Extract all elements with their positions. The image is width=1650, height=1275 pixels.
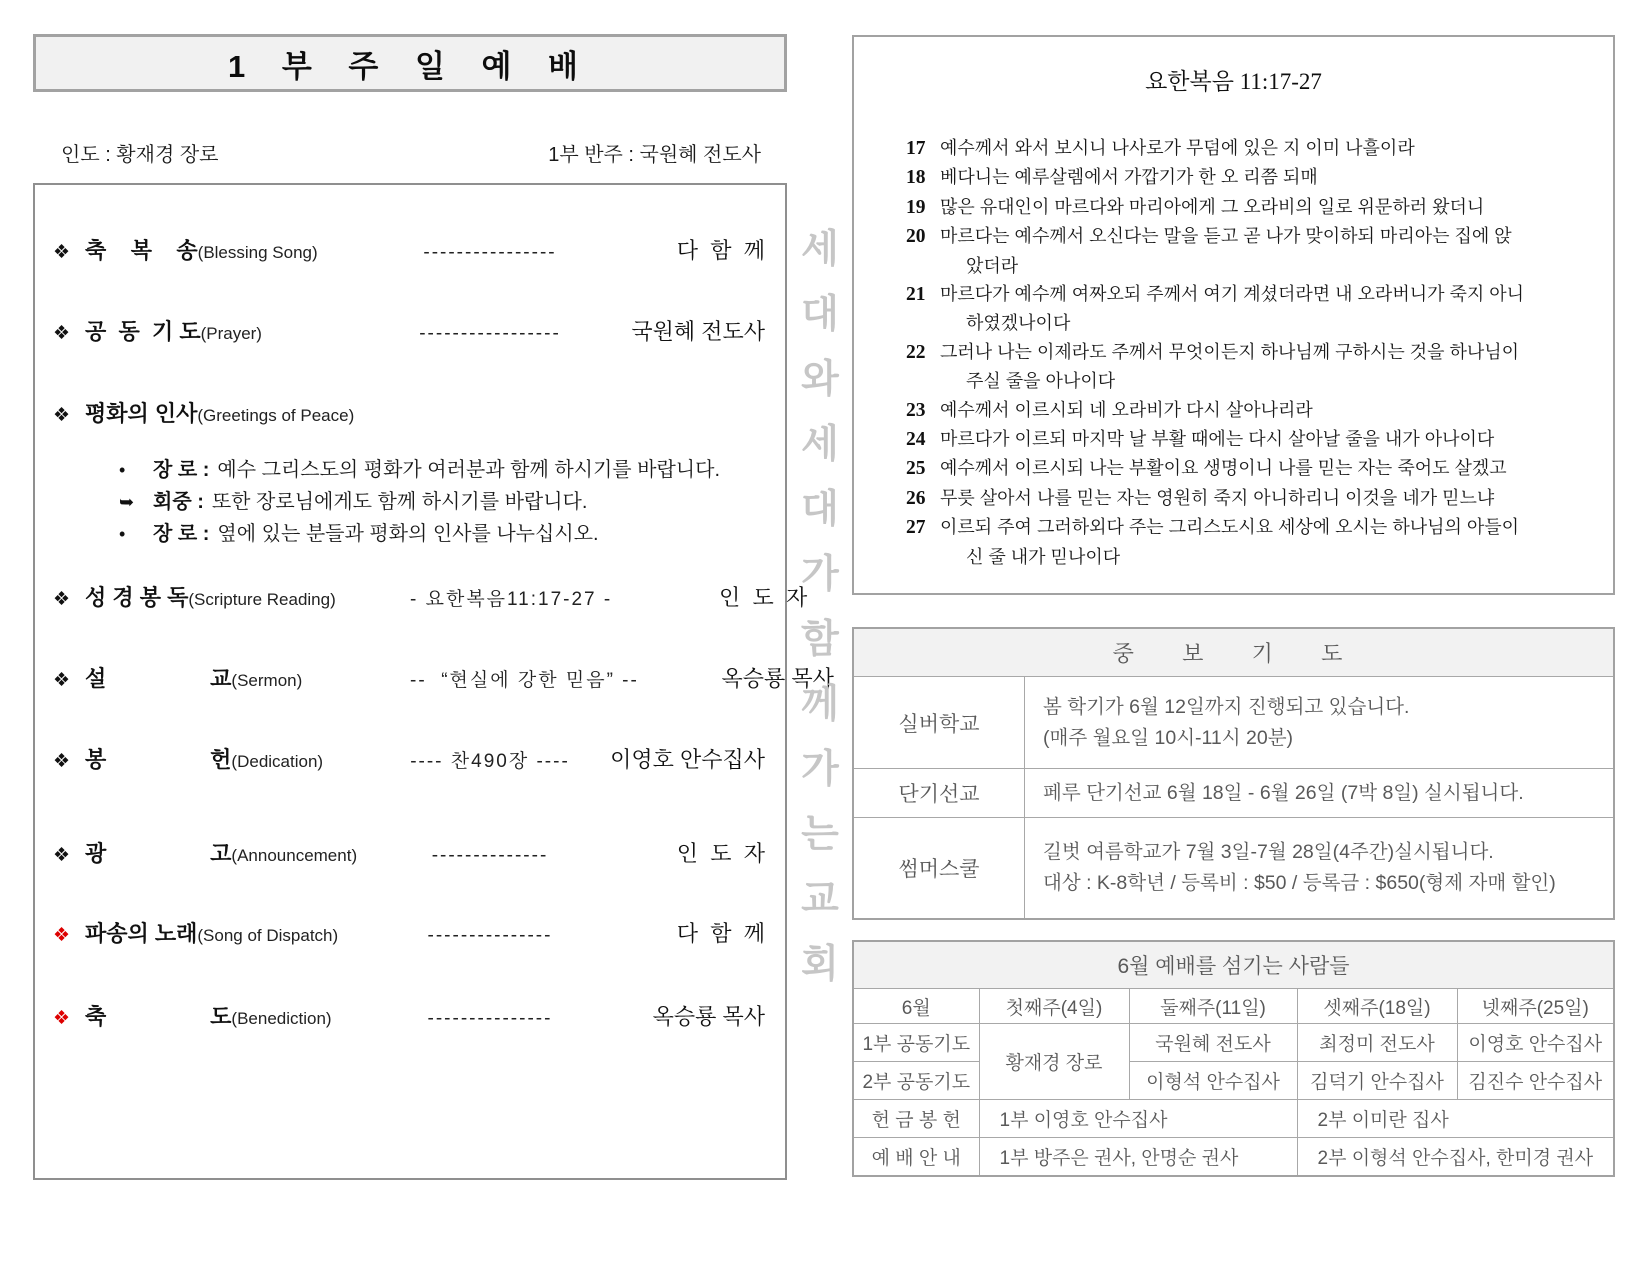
dot-icon: • — [119, 524, 126, 544]
verse-number: 19 — [906, 196, 926, 218]
verse-text: 이르되 주여 그러하외다 주는 그리스도시요 세상에 오시는 하나님의 아들이 — [940, 517, 1520, 538]
slogan-char: 세 — [801, 423, 839, 466]
prayer-row-label: 실버학교 — [854, 677, 1025, 768]
verse-text: 마르다가 예수께 여짜오되 주께서 여기 계셨더라면 내 오라버니가 죽지 아니 — [940, 284, 1525, 305]
verse-number: 23 — [906, 399, 926, 421]
order-item-prayer — [53, 318, 765, 349]
verse-number: 27 — [906, 517, 926, 539]
scripture-verses — [854, 134, 1613, 571]
verse-line — [906, 454, 1589, 483]
service-leader: 인도 : 황재경 장로 — [61, 144, 219, 166]
item-dashes: ----------------- — [419, 323, 561, 344]
slogan-char: 회 — [801, 943, 839, 986]
prayer-row-short-term-mission — [854, 769, 1613, 818]
diamond-icon-red: ❖ — [53, 925, 71, 946]
prayer-row-label: 썸머스쿨 — [854, 818, 1025, 918]
item-person: 인 도 자 — [676, 841, 765, 866]
verse-text: 마르다가 이르되 마지막 날 부활 때에는 다시 살아날 줄을 내가 아나이다 — [940, 429, 1495, 450]
peace-role: 회중 : — [153, 491, 204, 513]
verse-text: 그러나 나는 이제라도 주께서 무엇이든지 하나님께 구하시는 것을 하나님이 — [940, 341, 1520, 362]
col-header-week2: 둘째주(11일) — [1129, 989, 1297, 1024]
vertical-slogan — [795, 230, 845, 985]
prayer-row-label: 단기선교 — [854, 769, 1025, 817]
peace-line-elder-1 — [119, 457, 765, 483]
slogan-char: 는 — [801, 813, 839, 856]
intercessory-prayer-box — [852, 627, 1615, 920]
slogan-char: 대 — [801, 293, 839, 336]
col-header-week1: 첫째주(4일) — [979, 989, 1129, 1024]
verse-line — [906, 193, 1589, 222]
slogan-char: 께 — [801, 683, 839, 726]
cell-offering-1bu: 1부 이영호 안수집사 — [979, 1100, 1297, 1138]
verse-text: 주실 줄을 아나이다 — [966, 371, 1116, 392]
item-person: 국원혜 전도사 — [631, 319, 765, 344]
verse-line — [906, 396, 1589, 425]
prayer-row-text: 봄 학기가 6월 12일까지 진행되고 있습니다. — [1043, 695, 1410, 718]
prayer-row-text: (매주 월요일 10시-11시 20분) — [1043, 726, 1294, 749]
order-item-announcement — [53, 840, 765, 871]
item-sermon-title: -- “현실에 강한 믿음” -- — [410, 670, 639, 691]
servers-row-prayer-2 — [854, 1062, 1613, 1100]
scripture-title: 요한복음 11:17-27 — [1145, 69, 1322, 94]
item-title-en: (Sermon) — [231, 671, 303, 690]
item-person: 다 함 께 — [676, 238, 765, 263]
verse-text: 베다니는 예루살렘에서 가깝기가 한 오 리쯤 되매 — [940, 167, 1318, 188]
slogan-char: 함 — [801, 618, 839, 661]
cell-merged-elder: 황재경 장로 — [979, 1024, 1129, 1100]
verse-text: 마르다는 예수께서 오신다는 말을 듣고 곧 나가 맞이하되 마리아는 집에 앉 — [940, 226, 1512, 247]
diamond-icon: ❖ — [53, 845, 71, 866]
row-label: 2부 공동기도 — [854, 1062, 979, 1100]
diamond-icon: ❖ — [53, 589, 71, 610]
peace-text: 옆에 있는 분들과 평화의 인사를 나누십시오. — [217, 523, 599, 545]
page-title: 1 부 주 일 예 배 — [227, 48, 593, 84]
june-servers-box — [852, 940, 1615, 1177]
verse-line — [906, 222, 1589, 251]
diamond-icon-red: ❖ — [53, 1008, 71, 1029]
order-item-benediction — [53, 1003, 765, 1034]
servers-table-title: 6월 예배를 섬기는 사람들 — [854, 942, 1613, 989]
order-item-peace — [53, 400, 765, 431]
item-title-en: (Greetings of Peace) — [197, 406, 355, 425]
item-title-en: (Blessing Song) — [197, 243, 318, 262]
diamond-icon: ❖ — [53, 242, 71, 263]
verse-line — [906, 280, 1589, 309]
verse-number: 21 — [906, 284, 926, 306]
item-title-en: (Song of Dispatch) — [197, 926, 339, 945]
verse-line — [906, 425, 1589, 454]
item-passage: - 요한복음11:17-27 - — [410, 589, 613, 610]
item-title: 축 도 — [85, 1004, 232, 1029]
verse-line — [906, 484, 1589, 513]
item-title-en: (Prayer) — [200, 324, 262, 343]
verse-line — [906, 134, 1589, 163]
worship-order-box — [33, 183, 834, 1180]
prayer-row-silver-school — [854, 677, 1613, 769]
diamond-icon: ❖ — [53, 670, 71, 691]
prayer-row-summer-school — [854, 818, 1613, 918]
item-title: 공 동 기 도 — [85, 319, 201, 344]
prayer-row-text: 페루 단기선교 6월 18일 - 6월 26일 (7박 8일) 실시됩니다. — [1043, 781, 1524, 804]
cell-week3: 김덕기 안수집사 — [1297, 1062, 1457, 1100]
slogan-char: 가 — [801, 553, 839, 596]
cell-offering-2bu: 2부 이미란 집사 — [1297, 1100, 1613, 1138]
service-accompanist: 1부 반주 : 국원혜 전도사 — [548, 144, 761, 166]
arrow-icon: ➥ — [119, 492, 135, 512]
item-dashes: -------------- — [431, 845, 549, 866]
verse-text: 예수께서 와서 보시니 나사로가 무덤에 있은 지 이미 나흘이라 — [940, 138, 1415, 158]
verse-number: 17 — [906, 138, 926, 159]
diamond-icon: ❖ — [53, 751, 71, 772]
item-dashes: ---------------- — [423, 242, 557, 263]
service-info-row — [33, 138, 787, 167]
servers-row-ushers — [854, 1138, 1613, 1176]
peace-role: 장 로 : — [153, 523, 210, 545]
verse-text: 예수께서 이르시되 네 오라비가 다시 살아나리라 — [940, 399, 1313, 420]
order-item-scripture-reading — [53, 584, 808, 615]
cell-week2: 국원혜 전도사 — [1129, 1024, 1297, 1062]
cell-ushers-2bu: 2부 이형석 안수집사, 한미경 권사 — [1297, 1138, 1613, 1176]
item-title-en: (Dedication) — [231, 752, 324, 771]
item-title: 파송의 노래 — [85, 921, 198, 946]
slogan-char: 교 — [801, 878, 839, 921]
peace-role: 장 로 : — [153, 459, 210, 481]
item-title: 축 복 송 — [85, 238, 198, 263]
peace-text: 또한 장로님에게도 함께 하시기를 바랍니다. — [211, 491, 588, 513]
prayer-row-text: 대상 : K-8학년 / 등록비 : $50 / 등록금 : $650(형제 자매 할인) — [1043, 872, 1556, 894]
verse-line — [906, 513, 1589, 542]
diamond-icon: ❖ — [53, 323, 71, 344]
cell-week4: 이영호 안수집사 — [1457, 1024, 1613, 1062]
item-person: 다 함 께 — [676, 921, 765, 946]
cell-week3: 최정미 전도사 — [1297, 1024, 1457, 1062]
verse-line-continuation — [906, 543, 1589, 571]
item-person: 옥승룡 목사 — [721, 666, 834, 691]
item-title: 성 경 봉 독 — [85, 585, 189, 610]
verse-line — [906, 163, 1589, 192]
cell-week4: 김진수 안수집사 — [1457, 1062, 1613, 1100]
diamond-icon: ❖ — [53, 405, 71, 426]
item-title: 설 교 — [85, 666, 232, 691]
prayer-table-title: 중 보 기 도 — [854, 629, 1613, 677]
verse-line-continuation — [906, 252, 1589, 280]
peace-line-elder-2 — [119, 521, 765, 547]
verse-number: 18 — [906, 167, 926, 189]
verse-number: 22 — [906, 341, 926, 363]
item-person: 이영호 안수집사 — [610, 747, 765, 772]
item-title-en: (Scripture Reading) — [188, 590, 336, 609]
servers-table — [854, 989, 1613, 1175]
slogan-char: 세 — [801, 228, 839, 271]
verse-line — [906, 338, 1589, 367]
col-header-week3: 셋째주(18일) — [1297, 989, 1457, 1024]
peace-line-congregation — [119, 489, 765, 515]
verse-text: 하였겠나이다 — [966, 313, 1071, 334]
verse-text: 았더라 — [966, 255, 1019, 276]
cell-week2: 이형석 안수집사 — [1129, 1062, 1297, 1100]
verse-text: 무릇 살아서 나를 믿는 자는 영원히 죽지 아니하리니 이것을 네가 믿느냐 — [940, 487, 1495, 508]
cell-ushers-1bu: 1부 방주은 권사, 안명순 권사 — [979, 1138, 1297, 1176]
col-header-week4: 넷째주(25일) — [1457, 989, 1613, 1024]
dot-icon: • — [119, 460, 126, 480]
item-title-en: (Benediction) — [231, 1009, 332, 1028]
order-item-dedication — [53, 746, 765, 777]
item-hymn: ---- 찬490장 ---- — [410, 751, 570, 772]
verse-text: 예수께서 이르시되 나는 부활이요 생명이니 나를 믿는 자는 죽어도 살겠고 — [940, 458, 1507, 479]
row-label: 헌 금 봉 헌 — [854, 1100, 979, 1138]
scripture-box — [852, 35, 1615, 595]
order-item-blessing-song — [53, 237, 765, 268]
col-header-month: 6월 — [854, 989, 979, 1024]
item-title: 봉 헌 — [85, 747, 232, 772]
verse-line-continuation — [906, 309, 1589, 337]
service-title-box — [33, 34, 787, 92]
row-label: 1부 공동기도 — [854, 1024, 979, 1062]
item-title-en: (Announcement) — [231, 846, 358, 865]
item-title: 광 고 — [85, 841, 232, 866]
slogan-char: 대 — [801, 488, 839, 531]
item-dashes: --------------- — [427, 925, 553, 946]
verse-text: 많은 유대인이 마르다와 마리아에게 그 오라비의 일로 위문하러 왔더니 — [940, 196, 1485, 217]
prayer-row-text: 길벗 여름학교가 7월 3일-7월 28일(4주간)실시됩니다. — [1043, 841, 1494, 863]
order-item-song-of-dispatch — [53, 920, 765, 951]
servers-row-offering — [854, 1100, 1613, 1138]
row-label: 예 배 안 내 — [854, 1138, 979, 1176]
servers-header-row — [854, 989, 1613, 1024]
order-item-sermon — [53, 665, 834, 696]
slogan-char: 가 — [801, 748, 839, 791]
verse-text: 신 줄 내가 믿나이다 — [966, 546, 1121, 567]
peace-greeting-block — [119, 457, 765, 547]
slogan-char: 와 — [801, 358, 839, 401]
item-person: 옥승룡 목사 — [652, 1004, 765, 1029]
item-title: 평화의 인사 — [85, 401, 198, 426]
item-dashes: --------------- — [427, 1008, 553, 1029]
servers-row-prayer-1 — [854, 1024, 1613, 1062]
verse-number: 25 — [906, 458, 926, 480]
verse-number: 24 — [906, 429, 926, 451]
peace-text: 예수 그리스도의 평화가 여러분과 함께 하시기를 바랍니다. — [217, 459, 720, 481]
verse-line-continuation — [906, 367, 1589, 395]
item-person: 인 도 자 — [719, 585, 808, 610]
verse-number: 20 — [906, 226, 926, 248]
verse-number: 26 — [906, 487, 926, 509]
